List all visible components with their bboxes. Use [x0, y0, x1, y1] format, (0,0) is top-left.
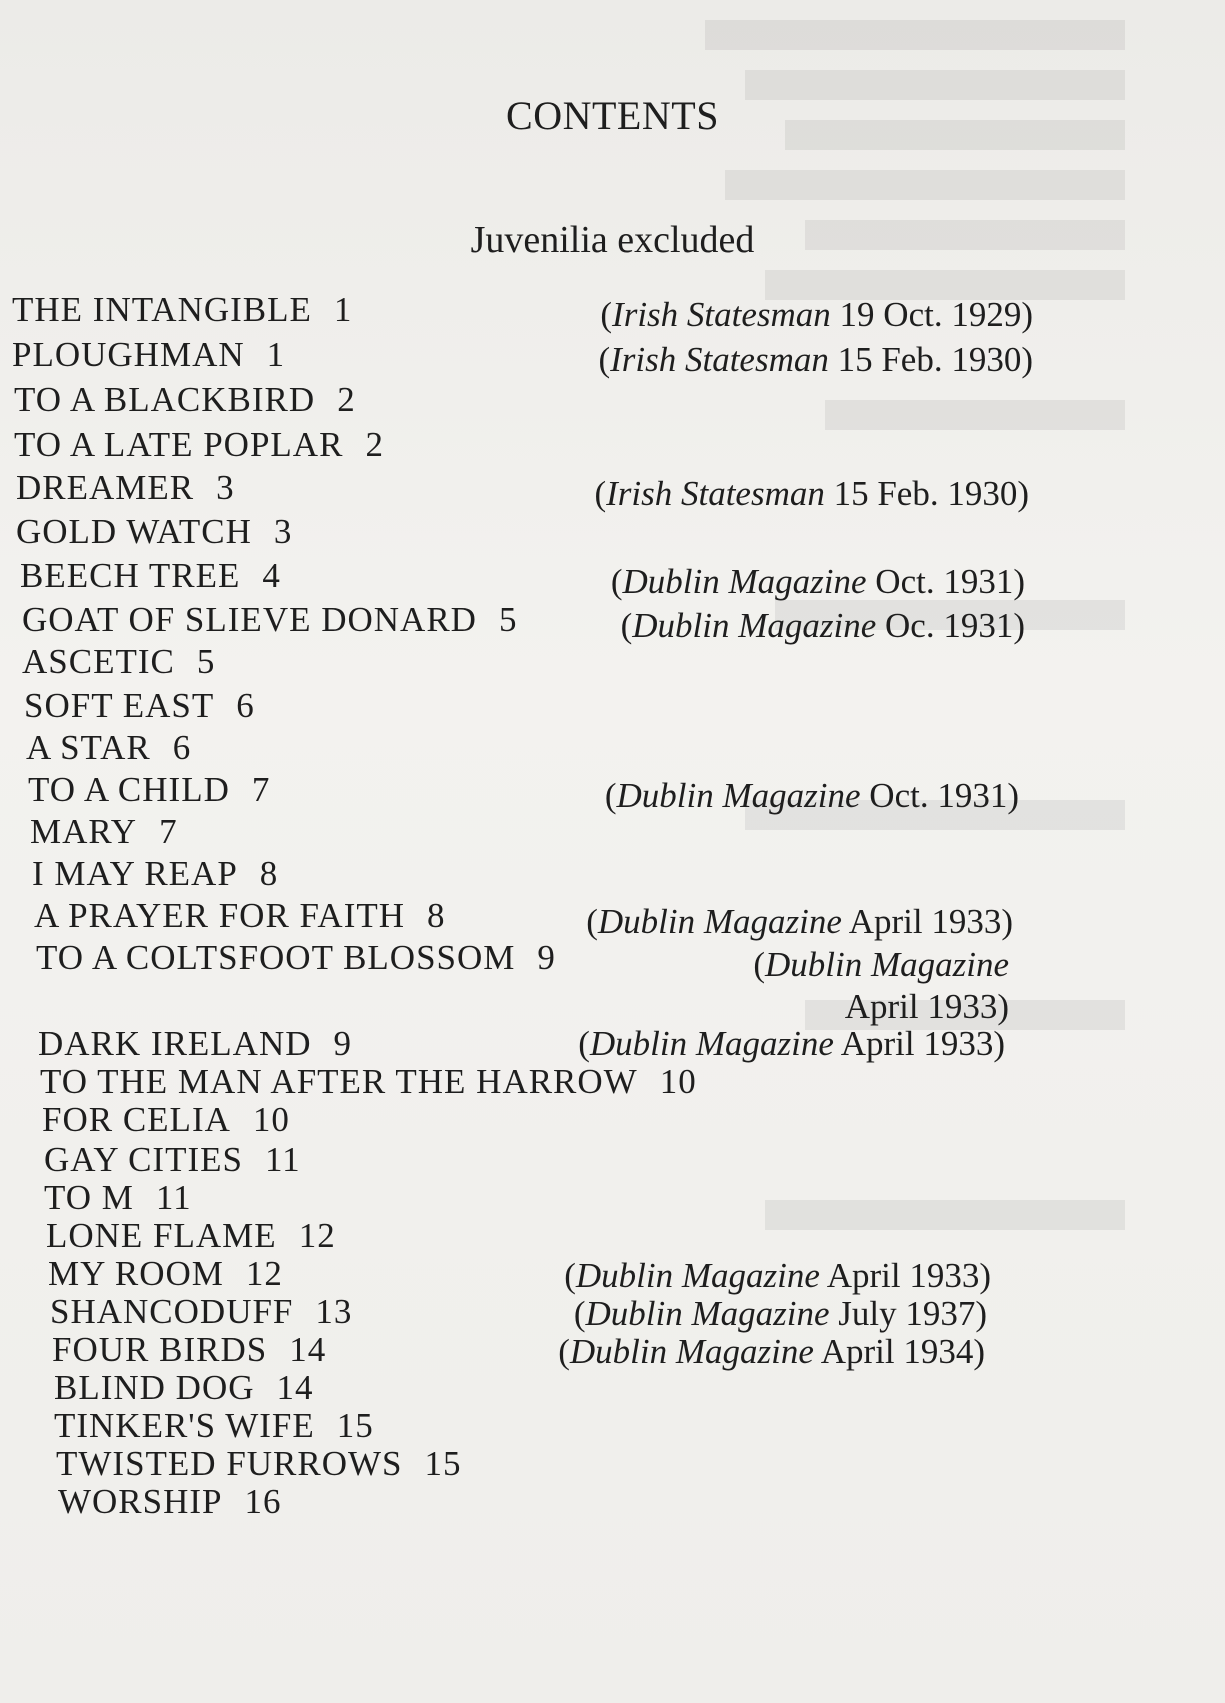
entry-title: FOR CELIA [42, 1100, 231, 1139]
source-note: (Dublin Magazine Oct. 1931) [604, 776, 1019, 815]
source-note: (Irish Statesman 15 Feb. 1930) [594, 474, 1029, 513]
entry-title: BEECH TREE [20, 556, 241, 595]
source-note: (Irish Statesman 15 Feb. 1930) [598, 340, 1033, 379]
entry-page: 10 [659, 1062, 697, 1101]
source-note: (Dublin Magazine April 1933) [564, 1256, 991, 1295]
list-item [12, 290, 352, 330]
entry-title: A STAR [26, 728, 151, 767]
entry-page: 1 [266, 335, 286, 374]
entry-page: 15 [336, 1406, 374, 1445]
publication-date: April 1933 [844, 987, 998, 1026]
publication-date: 15 Feb. 1930 [833, 474, 1018, 513]
entry-title: A PRAYER FOR FAITH [34, 896, 406, 935]
entry-page: 8 [427, 896, 446, 935]
entry-page: 2 [365, 425, 384, 464]
list-item [54, 1368, 314, 1408]
entry-title: SOFT EAST [24, 686, 215, 725]
page-title: CONTENTS [506, 93, 719, 138]
entry-page: 14 [289, 1330, 327, 1369]
list-item [12, 335, 285, 375]
entry-title: PLOUGHMAN [12, 335, 245, 374]
entry-title: ASCETIC [22, 642, 175, 681]
entry-page: 3 [273, 512, 293, 551]
entry-title: BLIND DOG [54, 1368, 255, 1407]
publication-date: July 1937 [838, 1294, 976, 1333]
list-item [16, 468, 235, 508]
entry-title: TO A COLTSFOOT BLOSSOM [36, 938, 516, 977]
source-note: (Dublin Magazine April 1933) [753, 945, 1009, 1026]
entry-page: 9 [537, 938, 556, 977]
publication-date: 19 Oct. 1929 [839, 295, 1022, 334]
publication-name: Dublin Magazine [589, 1024, 834, 1063]
publication-date: April 1933 [840, 1024, 994, 1063]
entry-title: I MAY REAP [32, 854, 238, 893]
entry-page: 14 [276, 1368, 314, 1407]
list-item [32, 854, 278, 894]
entry-page: 11 [264, 1140, 301, 1179]
list-item [24, 686, 255, 726]
entry-page: 7 [251, 770, 271, 809]
source-note: (Dublin Magazine Oc. 1931) [620, 606, 1025, 645]
list-item [44, 1140, 301, 1180]
entry-page: 9 [333, 1024, 353, 1063]
list-item [56, 1444, 462, 1484]
publication-date: 15 Feb. 1930 [837, 340, 1022, 379]
list-item [34, 896, 446, 936]
entry-page: 2 [337, 380, 356, 419]
publication-date: April 1934 [820, 1332, 974, 1371]
source-note: (Dublin Magazine July 1937) [573, 1294, 987, 1333]
entry-title: MARY [30, 812, 138, 851]
publication-date: April 1933 [848, 902, 1002, 941]
list-item [30, 812, 178, 852]
entry-page: 4 [262, 556, 281, 595]
entry-title: TO M [44, 1178, 134, 1217]
list-item [14, 425, 384, 465]
entry-title: MY ROOM [48, 1254, 224, 1293]
publication-name: Dublin Magazine [616, 776, 861, 815]
entry-page: 7 [159, 812, 178, 851]
entry-title: TO A LATE POPLAR [14, 425, 344, 464]
entry-title: GOLD WATCH [16, 512, 252, 551]
entry-title: TO A CHILD [28, 770, 230, 809]
entry-title: FOUR BIRDS [52, 1330, 268, 1369]
source-note: (Irish Statesman 19 Oct. 1929) [600, 295, 1033, 334]
list-item [22, 642, 215, 682]
list-item [22, 600, 517, 640]
page-subtitle: Juvenilia excluded [470, 219, 755, 261]
list-item [52, 1330, 326, 1370]
source-note: (Dublin Magazine Oct. 1931) [610, 562, 1025, 601]
entry-title: GOAT OF SLIEVE DONARD [22, 600, 477, 639]
publication-name: Irish Statesman [612, 295, 831, 334]
entry-title: TWISTED FURROWS [56, 1444, 403, 1483]
entry-title: GAY CITIES [44, 1140, 243, 1179]
entry-page: 12 [245, 1254, 283, 1293]
list-item [14, 380, 356, 420]
list-item [50, 1292, 352, 1332]
entry-page: 10 [252, 1100, 290, 1139]
list-item [36, 938, 556, 978]
entry-page: 3 [216, 468, 235, 507]
entry-title: TO A BLACKBIRD [14, 380, 316, 419]
list-item [40, 1062, 697, 1102]
entry-page: 15 [424, 1444, 462, 1483]
entry-title: SHANCODUFF [50, 1292, 294, 1331]
entry-title: TINKER'S WIFE [54, 1406, 315, 1445]
list-item [26, 728, 191, 768]
publication-name: Irish Statesman [610, 340, 829, 379]
publication-name: Dublin Magazine [764, 945, 1009, 984]
entry-page: 12 [298, 1216, 336, 1255]
entry-page: 6 [236, 686, 255, 725]
source-note: (Dublin Magazine April 1934) [558, 1332, 985, 1371]
list-item [48, 1254, 283, 1294]
publication-name: Dublin Magazine [575, 1256, 820, 1295]
source-note: (Dublin Magazine April 1933) [578, 1024, 1005, 1063]
list-item [44, 1178, 192, 1218]
publication-date: Oct. 1931 [875, 562, 1014, 601]
entry-page: 16 [244, 1482, 282, 1521]
entry-title: LONE FLAME [46, 1216, 277, 1255]
entry-title: TO THE MAN AFTER THE HARROW [40, 1062, 638, 1101]
list-item [42, 1100, 290, 1140]
publication-date: Oc. 1931 [885, 606, 1014, 645]
list-item [16, 512, 292, 552]
entry-page: 6 [172, 728, 192, 767]
entry-title: DREAMER [16, 468, 195, 507]
publication-date: Oct. 1931 [869, 776, 1008, 815]
list-item [54, 1406, 374, 1446]
entry-page: 5 [498, 600, 518, 639]
list-item [20, 556, 281, 596]
list-item [28, 770, 270, 810]
publication-name: Irish Statesman [606, 474, 825, 513]
source-note: (Dublin Magazine April 1933) [586, 902, 1013, 941]
publication-date: April 1933 [826, 1256, 980, 1295]
entry-title: WORSHIP [58, 1482, 223, 1521]
list-item [58, 1482, 282, 1522]
entry-page: 13 [315, 1292, 353, 1331]
list-item [46, 1216, 336, 1256]
publication-name: Dublin Magazine [622, 562, 867, 601]
publication-name: Dublin Magazine [597, 902, 842, 941]
publication-name: Dublin Magazine [585, 1294, 830, 1333]
publication-name: Dublin Magazine [569, 1332, 814, 1371]
entry-page: 11 [155, 1178, 192, 1217]
entry-title: DARK IRELAND [38, 1024, 312, 1063]
publication-name: Dublin Magazine [632, 606, 877, 645]
entry-title: THE INTANGIBLE [12, 290, 312, 329]
entry-page: 5 [196, 642, 216, 681]
entry-page: 1 [333, 290, 353, 329]
list-item [38, 1024, 352, 1064]
entry-page: 8 [259, 854, 279, 893]
